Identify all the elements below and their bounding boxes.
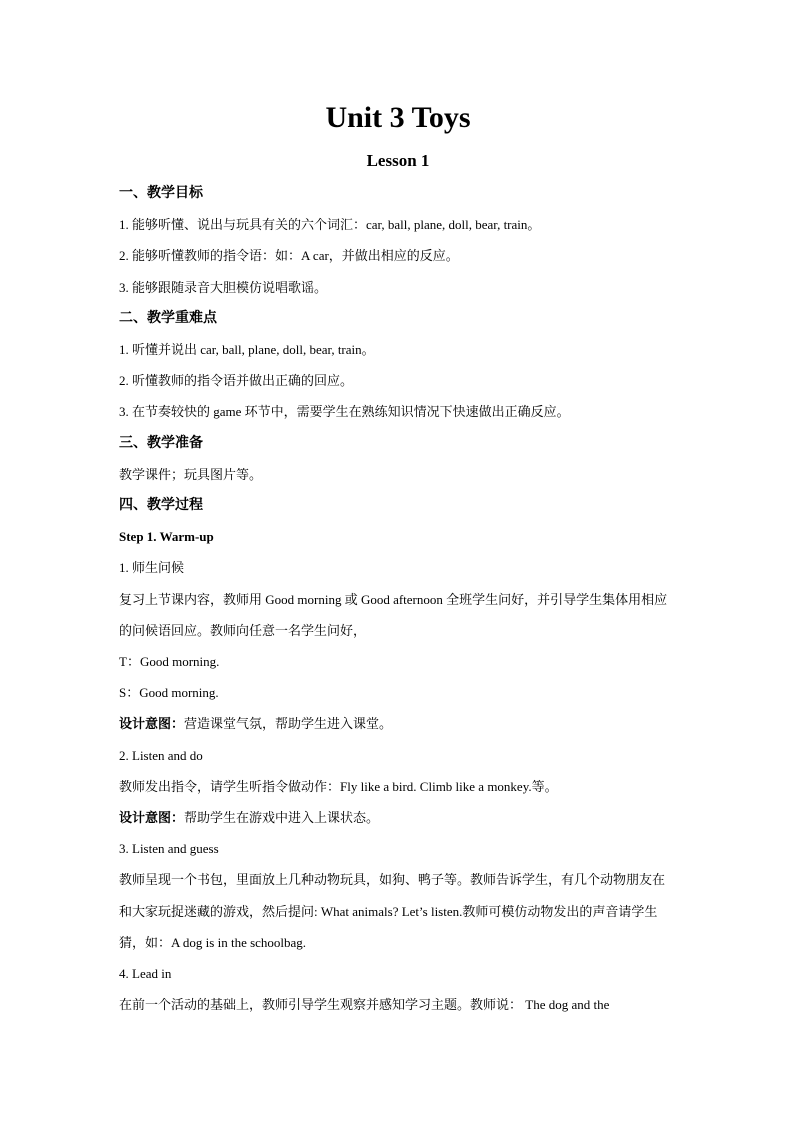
section-heading-key-points: 二、教学重难点 — [119, 310, 217, 326]
design-intent-text: 帮助学生在游戏中进入上课状态。 — [184, 810, 380, 826]
key-point-item-2: 2. 听懂教师的指令语并做出正确的回应。 — [119, 373, 354, 389]
lesson-subtitle: Lesson 1 — [366, 151, 430, 170]
page-title: Unit 3 Toys — [325, 101, 471, 134]
design-intent-2 — [119, 802, 677, 833]
lesson-plan-content — [119, 98, 677, 1020]
lead-in-text: 在前一个活动的基础上，教师引导学生观察并感知学习主题。教师说： The dog and the — [119, 997, 610, 1013]
objective-item-3: 3. 能够跟随录音大胆模仿说唱歌谣。 — [119, 279, 328, 295]
design-intent-label: 设计意图： — [119, 810, 185, 826]
greeting-title: 1. 师生问候 — [119, 560, 185, 576]
key-point-item-3: 3. 在节奏较快的 game 环节中，需要学生在熟练知识情况下快速做出正确反应。 — [119, 404, 570, 420]
design-intent-text: 营造课堂气氛，帮助学生进入课堂。 — [184, 716, 393, 732]
listen-do-title: 2. Listen and do — [119, 747, 203, 763]
greeting-text: 复习上节课内容，教师用 Good morning 或 Good afternoon 全班学生问好，并引导学生集体用相应的问候语回应。教师向任意一名学生问好， — [119, 591, 668, 638]
design-intent-1 — [119, 708, 677, 739]
listen-do-text: 教师发出指令，请学生听指令做动作：Fly like a bird. Climb like a monkey.等。 — [119, 778, 558, 794]
step-1-title: Step 1. Warm-up — [119, 529, 214, 545]
section-heading-objectives: 一、教学目标 — [119, 186, 203, 201]
listen-guess-text: 教师呈现一个书包，里面放上几种动物玩具，如狗、鸭子等。教师告诉学生，有几个动物朋友在和大家玩捉迷藏的游戏，然后提问: What animals? Let’s listen.教师可模仿动物发出的声音请学生猜，如：A dog is in the schoolbag. — [119, 872, 666, 950]
section-heading-process: 四、教学过程 — [119, 498, 203, 514]
preparation-text: 教学课件；玩具图片等。 — [119, 466, 263, 482]
lead-in-title: 4. Lead in — [119, 966, 172, 982]
design-intent-label: 设计意图： — [119, 716, 185, 732]
objective-item-1: 1. 能够听懂、说出与玩具有关的六个词汇：car, ball, plane, doll, bear, train。 — [119, 217, 541, 233]
objective-item-2: 2. 能够听懂教师的指令语：如：A car，并做出相应的反应。 — [119, 248, 459, 264]
dialog-teacher: T：Good morning. — [119, 654, 220, 670]
dialog-student: S：Good morning. — [119, 685, 219, 701]
listen-guess-title: 3. Listen and guess — [119, 841, 219, 857]
key-point-item-1: 1. 听懂并说出 car, ball, plane, doll, bear, train。 — [119, 342, 375, 358]
section-heading-preparation: 三、教学准备 — [119, 435, 203, 451]
